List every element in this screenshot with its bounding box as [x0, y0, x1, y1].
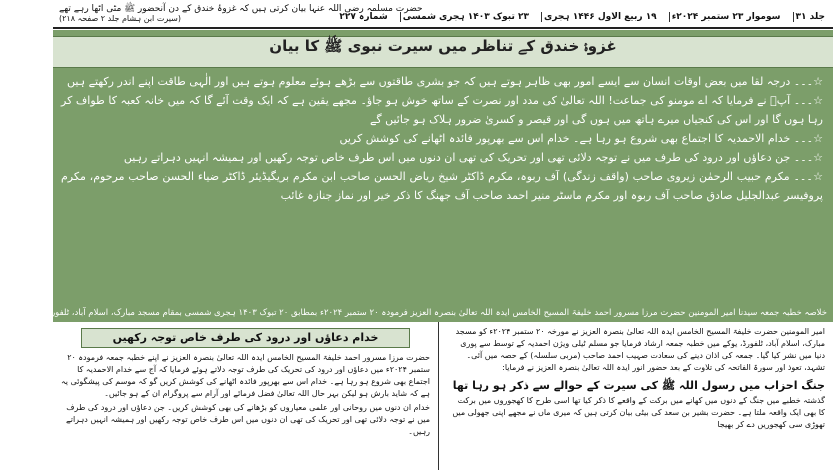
divider [53, 27, 833, 29]
dateline [337, 12, 827, 22]
right-column [441, 322, 833, 470]
feature-headline: غزوۂ خندق کے تناظر میں سیرت نبوی ﷺ کا بیان [269, 37, 617, 55]
highlight-item: ☆۔۔۔ خدام الاحمدیہ کا اجتماع بھی شروع ہو رہا ہے۔ خدام اس سے بھرپور فائدہ اٹھانے کی کوشش کریں [339, 132, 823, 145]
right-column-heading: جنگ احزاب میں رسول اللہ ﷺ کی سیرت کے حوالے سے ذکر ہو رہا تھا [452, 379, 825, 392]
highlight-item: ☆۔۔۔ درجہ لقا میں بعض اوقات انسان سے ایسے امور بھی ظاہر ہوتے ہیں کہ جو بشری طاقتوں سے بڑھے ہوئے معلوم ہوتے ہیں اور الٰہی طاقت اپنے اندر رکھتے ہیں [66, 75, 823, 88]
highlight-item: ☆۔۔۔ آپؐ نے فرمایا کہ اے مومنو کی جماعت! اللہ تعالیٰ کی مدد اور نصرت کے ساتھ خوش ہو جاؤ۔ مجھے یقین ہے کہ ایک وقت آئے گا کہ میں خانہ کعبہ کا طواف کر رہا ہوں گا اور اس کی کنجیاں میرے ہاتھ میں ہوں گی اور قیصر و کسریٰ ضرور ہلاک ہو جائیں گے [61, 94, 823, 126]
gregorian-date: سوموار ۲۳ ستمبر ۲۰۲۴ء [669, 12, 783, 22]
sermon-intro: امیر المومنین حضرت خلیفۃ المسیح الخامس ایدہ اللہ تعالیٰ بنصرہ العزیز نے مورخہ ۲۰ ستمبر ۲۰۲۴ء کو مسجد مبارک، اسلام آباد، ٹلفورڈ، یوکے میں خطبہ جمعہ ارشاد فرمایا جو مسلم ٹیلی ویژن احمدیہ کے توسط سے پوری دنیا میں نشر کیا گیا۔ جمعہ کی اذان دینے کی سعادت صہیب احمد صاحب (مربی سلسلہ) کے حصہ میں آئی۔ تشہد، تعوذ اور سورۃ الفاتحہ کی تلاوت کے بعد حضور انور ایدہ اللہ تعالیٰ بنصرہ العزیز نے فرمایا: [455, 327, 825, 372]
sermon-summary-bar: خلاصہ خطبہ جمعہ سیدنا امیر المومنین حضرت مرزا مسرور احمد خلیفۃ المسیح الخامس ایدہ اللہ تعالیٰ بنصرہ العزیز فرمودہ ۲۰ ستمبر ۲۰۲۴ء بمطابق ۲۰ تبوک ۱۴۰۳ ہجری شمسی بمقام مسجد مبارک، اسلام آباد، ٹلفورڈ (سرے)، یوکے [53, 304, 833, 322]
top-citation: حضرت مسلمہ رضی اللہ عنہا بیان کرتی ہیں کہ غزوۂ خندق کے دن آنحضور ﷺ مٹی اٹھا رہے تھے [59, 4, 423, 14]
feature-box [53, 30, 833, 304]
highlight-item: ☆۔۔۔ جن دعاؤں اور درود کی طرف میں نے توجہ دلائی تھی اور تحریک کی تھی ان دنوں میں اس طرف خاص توجہ رکھیں اور ہمیشہ انہیں دہراتے رہیں [123, 151, 823, 164]
hijri-date: ۱۹ ربیع الاول ۱۴۴۶ ہجری [541, 12, 659, 22]
right-column-body: گذشتہ خطبے میں جنگ کے دنوں میں کھانے میں برکت کے واقعے کا ذکر کیا تھا اسی طرح کا کھجوروں میں برکت کا بھی ایک واقعہ ملتا ہے۔ حضرت بشیر بن سعد کی بیٹی بیان کرتی ہیں کہ میری ماں نے مجھے اپنی جھولی میں تھوڑی سی کھجوریں دے کر بھیجا [452, 396, 825, 429]
left-column-heading: خدام دعاؤں اور درود کی طرف خاص توجہ رکھیں [81, 328, 410, 348]
feature-highlights [61, 72, 823, 205]
hijri-shamsi-date: ۲۳ تبوک ۱۴۰۳ ہجری شمسی [400, 12, 531, 22]
highlight-item: ☆۔۔۔ مکرم حبیب الرحمٰن زیروی صاحب (واقف زندگی) آف ربوہ، مکرم ڈاکٹر شیخ ریاض الحسن صاحب ابن مکرم بریگیڈیئر ڈاکٹر ضیاء الحسن صاحب مرحوم، مکرم پروفیسر عبدالجلیل صادق صاحب آف ربوہ اور مکرم ماسٹر منیر احمد صاحب آف جھنگ کا ذکر خیر اور نماز جنازہ غائب [61, 170, 823, 202]
issue-number: شمارہ ۲۲۷ [339, 12, 388, 22]
volume-number: جلد ۳۱ [793, 12, 828, 22]
left-column-paragraph: خدام ان دنوں میں روحانی اور علمی معیاروں کو بڑھانے کی بھی کوشش کریں۔ جن دعاؤں اور درود کی طرف میں نے توجہ دلائی تھی اور تحریک کی تھی ان دنوں میں اس طرف خاص توجہ رکھیں اور ہمیشہ انہیں دہراتے رہیں۔ [66, 403, 430, 436]
left-column [53, 322, 439, 470]
masthead-strip [53, 0, 833, 28]
left-column-paragraph: حضرت مرزا مسرور احمد خلیفۃ المسیح الخامس ایدہ اللہ تعالیٰ بنصرہ العزیز نے اپنے خطبہ جمعہ فرمودہ ۲۰ ستمبر ۲۰۲۴ء میں دعاؤں اور درود کی تحریک کی طرف توجہ دلاتے ہوئے فرمایا کہ آج سے خدام الاحمدیہ کا اجتماع بھی شروع ہو رہا ہے۔ خدام اس سے بھرپور فائدہ اٹھانے کی کوشش کریں گو کہ موسم کی پیشگوئی یہ ہے کہ شاید بارش ہو لیکن بہر حال اللہ تعالیٰ فضل فرمائے اور آرام سے پروگرام ان کے ہو جائیں۔ [61, 353, 430, 398]
top-citation-reference: (سیرت ابن ہشام جلد ۲ صفحہ ۲۱۸) [59, 14, 181, 23]
